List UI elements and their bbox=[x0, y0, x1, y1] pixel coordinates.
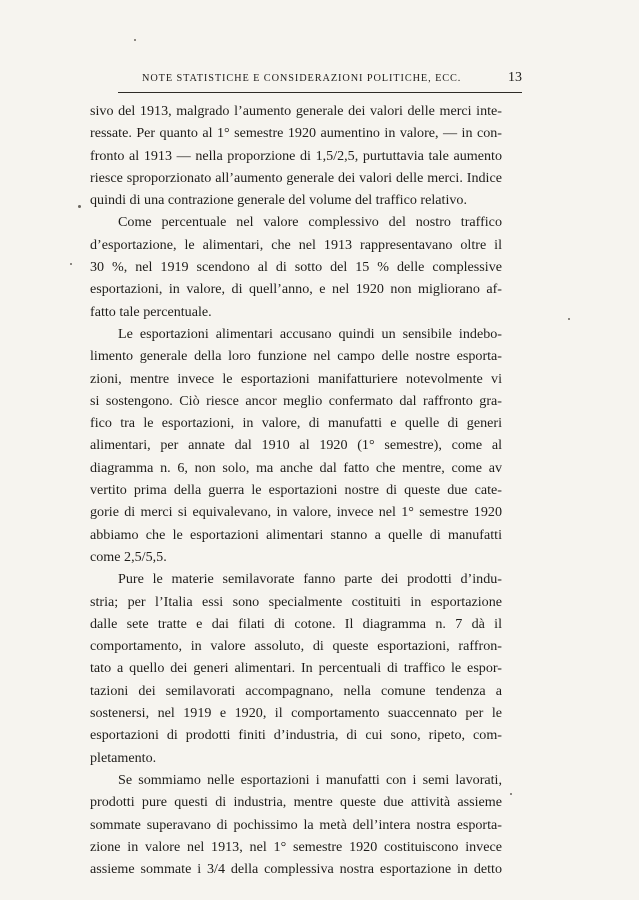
text-line: prodotti pure questi di industria, mentre queste due attività assieme bbox=[90, 794, 502, 811]
header-rule bbox=[118, 92, 522, 93]
text-line: zioni, mentre invece le esportazioni manifatturiere notevolmente vi bbox=[90, 370, 502, 387]
page-header bbox=[118, 70, 522, 90]
text-line: tato a quello dei generi alimentari. In percentuali di traffico le espor- bbox=[90, 660, 502, 677]
text-line: esportazioni, in valore, di quell’anno, e nel 1920 non migliorano af- bbox=[90, 281, 502, 298]
body-text bbox=[90, 100, 502, 880]
text-line: tazioni dei semilavorati accompagnano, nella comune tendenza a bbox=[90, 682, 502, 699]
text-line: comportamento, in valore assoluto, di queste esportazioni, raffron- bbox=[90, 638, 502, 655]
text-line: abbiamo che le esportazioni alimentari stanno a quelle di manufatti bbox=[90, 526, 502, 543]
text-line: 30 %, nel 1919 scendono al di sotto del 15 % delle complessive bbox=[90, 259, 502, 276]
text-line: dalle sete tratte e dai filati di cotone. Il diagramma n. 7 dà il bbox=[90, 615, 502, 632]
text-line: fronto al 1913 — nella proporzione di 1,5/2,5, purtuttavia tale aumento bbox=[90, 147, 502, 164]
text-line: fatto tale percentuale. bbox=[90, 303, 212, 320]
paragraph-start: Come percentuale nel valore complessivo del nostro traffico bbox=[118, 214, 502, 231]
text-line: d’esportazione, le alimentari, che nel 1913 rappresentavano oltre il bbox=[90, 236, 502, 253]
running-head: NOTE STATISTICHE E CONSIDERAZIONI POLITICHE, ECC. bbox=[142, 73, 462, 84]
paragraph-start: Pure le materie semilavorate fanno parte dei prodotti d’indu- bbox=[118, 571, 502, 588]
text-line: pletamento. bbox=[90, 749, 157, 766]
text-line: ressate. Per quanto al 1° semestre 1920 aumentino in valore, — in con- bbox=[90, 125, 502, 142]
text-line: sostenersi, nel 1919 e 1920, il comportamento suaccennato per le bbox=[90, 705, 502, 722]
text-line: come 2,5/5,5. bbox=[90, 548, 167, 565]
text-line: diagramma n. 6, non solo, ma anche dal fatto che mentre, come av bbox=[90, 459, 502, 476]
paper-speck bbox=[510, 793, 512, 795]
text-line: vertito prima della guerra le esportazioni nostre di queste due cate- bbox=[90, 482, 502, 499]
text-line: si sostengono. Ciò riesce ancor meglio confermato dal raffronto gra- bbox=[90, 392, 502, 409]
text-line: sommate superavano di pochissimo la metà dell’intera nostra esporta- bbox=[90, 816, 502, 833]
text-line: riesce sproporzionato all’aumento generale dei valori delle merci. Indice bbox=[90, 169, 502, 186]
paper-speck bbox=[78, 205, 81, 208]
text-line: zione in valore nel 1913, nel 1° semestre 1920 costituiscono invece bbox=[90, 838, 502, 855]
text-line: gorie di merci si equivalevano, in valore, invece nel 1° semestre 1920 bbox=[90, 504, 502, 521]
paragraph-start: Se sommiamo nelle esportazioni i manufatti con i semi lavorati, bbox=[118, 771, 502, 788]
text-line: quindi di una contrazione generale del volume del traffico relativo. bbox=[90, 192, 467, 209]
text-line: stria; per l’Italia essi sono specialmente costituiti in esportazione bbox=[90, 593, 502, 610]
text-line: alimentari, per annate dal 1910 al 1920 (1° semestre), come al bbox=[90, 437, 502, 454]
paper-speck bbox=[568, 318, 570, 320]
text-line: fico tra le esportazioni, in valore, di manufatti e quelle di generi bbox=[90, 415, 502, 432]
text-line: limento generale della loro funzione nel campo delle nostre esporta- bbox=[90, 348, 502, 365]
page-number: 13 bbox=[508, 70, 522, 85]
paragraph-start: Le esportazioni alimentari accusano quindi un sensibile indebo- bbox=[118, 325, 502, 342]
text-line: esportazioni di prodotti finiti d’industria, di cui sono, ripeto, com- bbox=[90, 727, 502, 744]
paper-speck bbox=[134, 39, 136, 41]
text-line: assieme sommate i 3/4 della complessiva nostra esportazione in detto bbox=[90, 861, 502, 878]
paper-speck bbox=[70, 263, 72, 265]
text-line: sivo del 1913, malgrado l’aumento generale dei valori delle merci inte- bbox=[90, 103, 502, 119]
